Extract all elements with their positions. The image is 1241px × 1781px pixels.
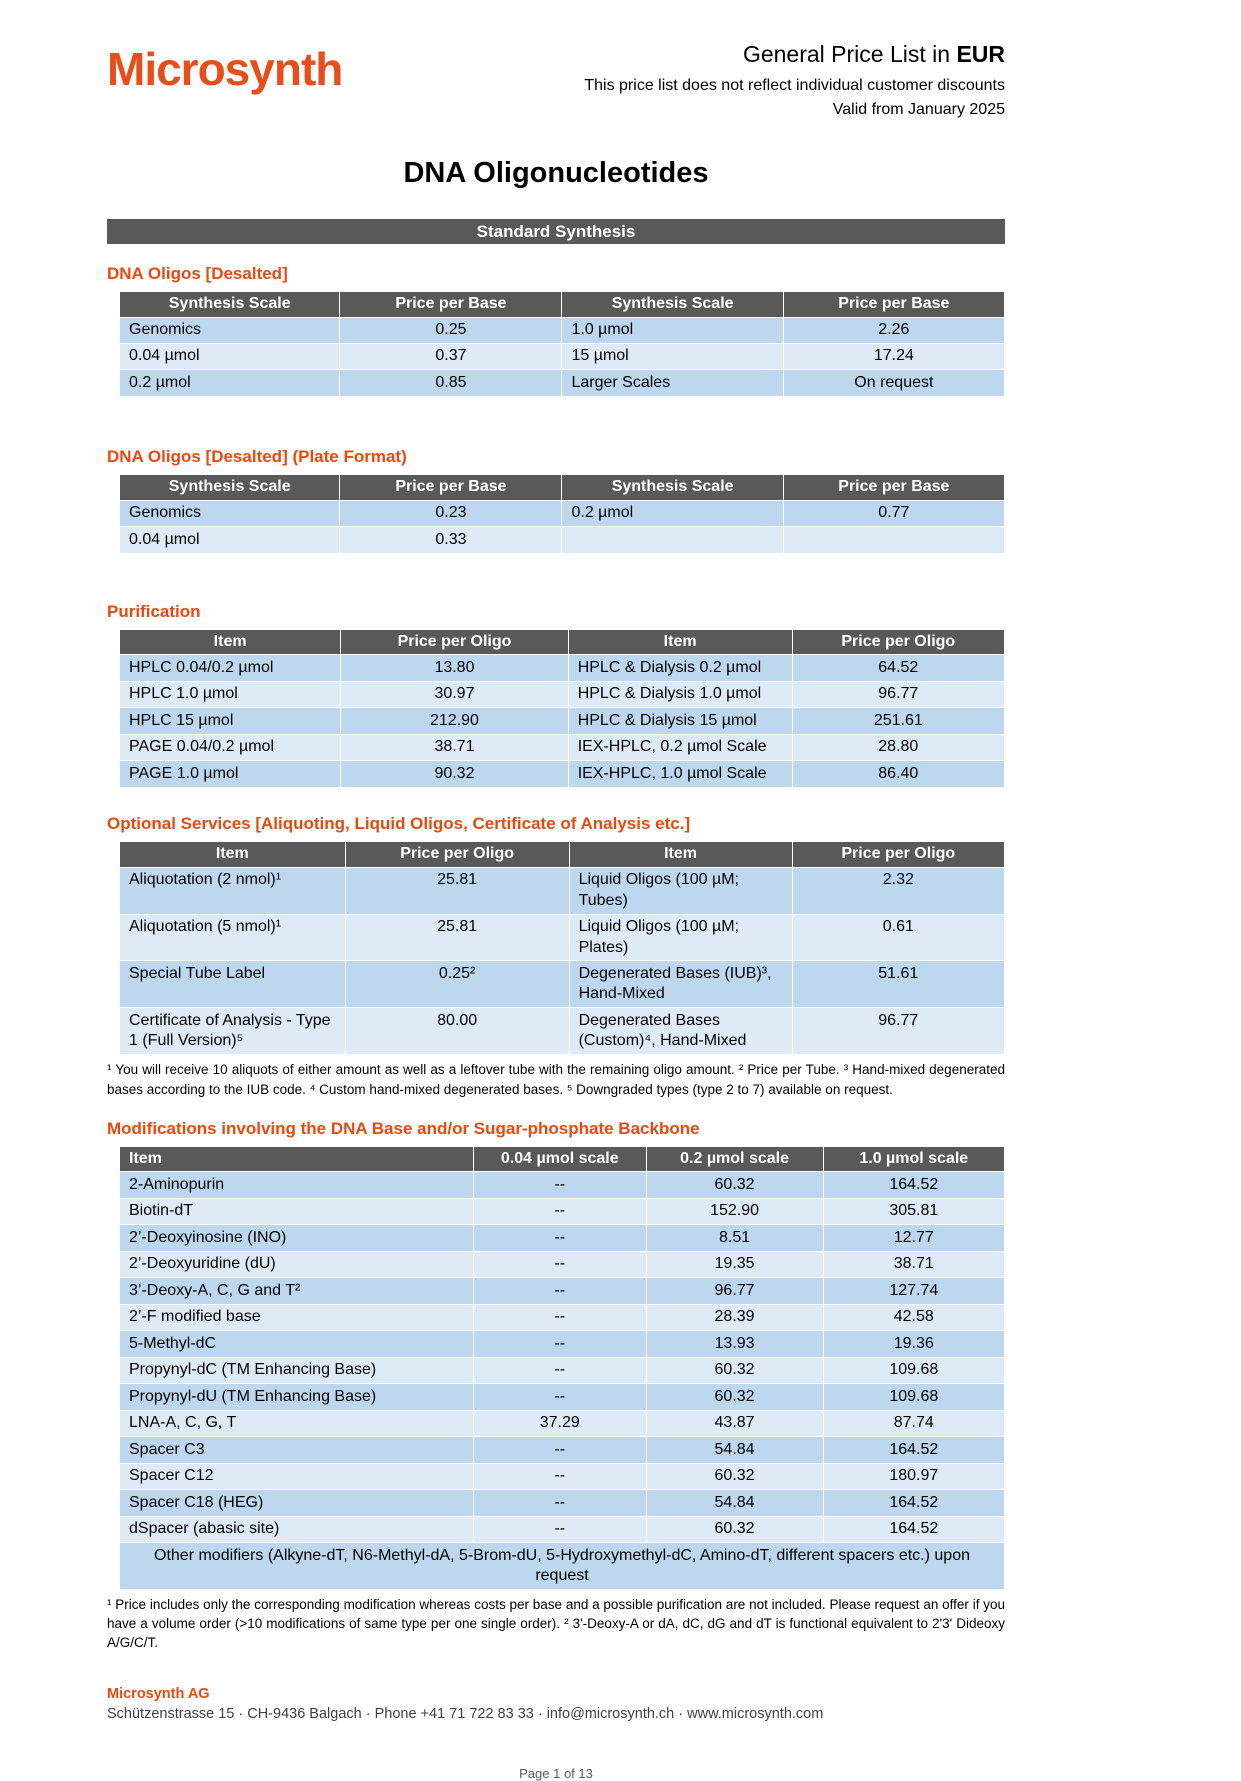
table-row — [120, 867, 1005, 914]
item-cell: Certificate of Analysis - Type 1 (Full Version)⁵ — [120, 1008, 346, 1055]
price-cell: 64.52 — [792, 655, 1004, 681]
price-cell: 152.90 — [646, 1198, 823, 1224]
price-cell: 180.97 — [823, 1463, 1004, 1489]
price-cell: 25.81 — [345, 867, 569, 914]
column-header: Price per Oligo — [792, 629, 1004, 655]
price-cell: 164.52 — [823, 1437, 1004, 1463]
price-cell: -- — [474, 1278, 647, 1304]
price-cell: -- — [474, 1251, 647, 1277]
item-cell: 0.2 µmol — [120, 370, 340, 396]
price-cell: -- — [474, 1463, 647, 1489]
price-cell: 60.32 — [646, 1463, 823, 1489]
price-cell: 164.52 — [823, 1172, 1004, 1198]
table-row — [120, 961, 1005, 1008]
column-header: 0.04 µmol scale — [474, 1146, 647, 1172]
item-cell: Propynyl-dU (TM Enhancing Base) — [120, 1384, 474, 1410]
table-row — [120, 734, 1005, 760]
price-cell: 17.24 — [783, 343, 1004, 369]
item-cell: IEX-HPLC, 1.0 µmol Scale — [568, 761, 792, 787]
item-cell: Genomics — [120, 500, 340, 526]
item-cell — [562, 527, 783, 553]
purification-table — [119, 629, 1005, 788]
price-cell: -- — [474, 1384, 647, 1410]
price-cell: 2.26 — [783, 317, 1004, 343]
price-cell: 90.32 — [341, 761, 568, 787]
item-cell: Propynyl-dC (TM Enhancing Base) — [120, 1357, 474, 1383]
price-cell — [783, 527, 1004, 553]
table-row — [120, 527, 1005, 553]
price-cell: 8.51 — [646, 1225, 823, 1251]
price-cell: 54.84 — [646, 1490, 823, 1516]
table-row — [120, 317, 1005, 343]
section-purification — [107, 602, 1005, 788]
column-header: 0.2 µmol scale — [646, 1146, 823, 1172]
item-cell: 2-Aminopurin — [120, 1172, 474, 1198]
header-title-prefix: General Price List in — [742, 41, 957, 67]
item-cell: dSpacer (abasic site) — [120, 1516, 474, 1542]
footer-address: Schützenstrasse 15 · CH-9436 Balgach · Phone +41 71 722 83 33 · info@microsynth.ch · www.microsynth.com — [107, 1706, 824, 1723]
table-row — [120, 1463, 1005, 1489]
item-cell: Larger Scales — [562, 370, 783, 396]
header-title-currency: EUR — [956, 41, 1005, 67]
item-cell: 0.2 µmol — [562, 500, 783, 526]
price-cell: -- — [474, 1198, 647, 1224]
price-cell: 96.77 — [646, 1278, 823, 1304]
table-row — [120, 1516, 1005, 1542]
section-heading-optional-services: Optional Services [Aliquoting, Liquid Oligos, Certificate of Analysis etc.] — [107, 813, 691, 833]
table-row — [120, 1437, 1005, 1463]
price-cell: 54.84 — [646, 1437, 823, 1463]
section-heading-modifications: Modifications involving the DNA Base and/or Sugar-phosphate Backbone — [107, 1118, 700, 1138]
table-row — [120, 1278, 1005, 1304]
price-cell: -- — [474, 1331, 647, 1357]
item-cell: Spacer C18 (HEG) — [120, 1490, 474, 1516]
table-row — [120, 500, 1005, 526]
item-cell: 0.04 µmol — [120, 343, 340, 369]
table-row — [120, 370, 1005, 396]
price-cell: 80.00 — [345, 1008, 569, 1055]
price-cell: 60.32 — [646, 1384, 823, 1410]
item-cell: HPLC & Dialysis 0.2 µmol — [568, 655, 792, 681]
table-row — [120, 1251, 1005, 1277]
price-cell: 87.74 — [823, 1410, 1004, 1436]
column-header: Item — [569, 841, 792, 867]
modifications-table — [119, 1146, 1005, 1590]
column-header: Item — [120, 629, 341, 655]
price-cell: 38.71 — [341, 734, 568, 760]
item-cell: 3’-Deoxy-A, C, G and T² — [120, 1278, 474, 1304]
price-cell: 13.93 — [646, 1331, 823, 1357]
item-cell: HPLC 15 µmol — [120, 708, 341, 734]
item-cell: Spacer C12 — [120, 1463, 474, 1489]
price-cell: 60.32 — [646, 1172, 823, 1198]
item-cell: 2’-F modified base — [120, 1304, 474, 1330]
price-cell: 164.52 — [823, 1516, 1004, 1542]
desalted-plate-table — [119, 474, 1005, 554]
header-right-block — [584, 38, 1005, 121]
price-cell: -- — [474, 1172, 647, 1198]
item-cell: Liquid Oligos (100 µM; Tubes) — [569, 867, 792, 914]
section-modifications — [107, 1119, 1005, 1653]
item-cell: Spacer C3 — [120, 1437, 474, 1463]
header-row — [120, 291, 1005, 317]
table-row — [120, 1410, 1005, 1436]
price-cell: 0.37 — [340, 343, 562, 369]
price-cell: 109.68 — [823, 1384, 1004, 1410]
item-cell: PAGE 1.0 µmol — [120, 761, 341, 787]
standard-synthesis-banner: Standard Synthesis — [107, 219, 1005, 244]
price-cell: -- — [474, 1304, 647, 1330]
item-cell: Aliquotation (5 nmol)¹ — [120, 914, 346, 961]
item-cell: 2’-Deoxyuridine (dU) — [120, 1251, 474, 1277]
price-cell: 60.32 — [646, 1357, 823, 1383]
table-row — [120, 1304, 1005, 1330]
table-row — [120, 708, 1005, 734]
item-cell: HPLC 1.0 µmol — [120, 681, 341, 707]
price-cell: -- — [474, 1490, 647, 1516]
other-modifiers-cell: Other modifiers (Alkyne-dT, N6-Methyl-dA, 5-Brom-dU, 5-Hydroxymethyl-dC, Amino-dT, different spacers etc.) upon request — [120, 1543, 1005, 1590]
table-row — [120, 914, 1005, 961]
footnote-modifications: ¹ Price includes only the corresponding modification whereas costs per base and a possible purification are not included. Please request an offer if you have a volume order (>10 modifications of same type per one single order). ² 3'-Deoxy-A or dA, dC, dG and dT is functional equivalent to 2'3' Dideoxy A/G/C/T. — [107, 1596, 1005, 1651]
table-row — [120, 1172, 1005, 1198]
section-heading-desalted: DNA Oligos [Desalted] — [107, 263, 288, 283]
price-cell: 19.36 — [823, 1331, 1004, 1357]
price-cell: 0.61 — [792, 914, 1004, 961]
price-cell: On request — [783, 370, 1004, 396]
header-valid-from: Valid from January 2025 — [832, 100, 1005, 118]
section-desalted-plate — [107, 447, 1005, 554]
column-header: Price per Oligo — [341, 629, 568, 655]
other-modifiers-row — [120, 1543, 1005, 1590]
document-footer — [107, 1686, 1005, 1722]
price-cell: 305.81 — [823, 1198, 1004, 1224]
optional-services-table — [119, 841, 1005, 1056]
table-row — [120, 655, 1005, 681]
table-row — [120, 761, 1005, 787]
table-row — [120, 1225, 1005, 1251]
price-cell: -- — [474, 1516, 647, 1542]
item-cell: Degenerated Bases (Custom)⁴, Hand-Mixed — [569, 1008, 792, 1055]
price-cell: 2.32 — [792, 867, 1004, 914]
item-cell: HPLC & Dialysis 15 µmol — [568, 708, 792, 734]
column-header: Price per Oligo — [792, 841, 1004, 867]
document-header — [107, 38, 1005, 121]
price-cell: -- — [474, 1357, 647, 1383]
footer-company-name: Microsynth AG — [107, 1686, 210, 1703]
column-header: Price per Base — [340, 474, 562, 500]
column-header: Synthesis Scale — [120, 291, 340, 317]
price-cell: 19.35 — [646, 1251, 823, 1277]
item-cell: 15 µmol — [562, 343, 783, 369]
item-cell: IEX-HPLC, 0.2 µmol Scale — [568, 734, 792, 760]
table-row — [120, 343, 1005, 369]
column-header: Synthesis Scale — [120, 474, 340, 500]
item-cell: HPLC & Dialysis 1.0 µmol — [568, 681, 792, 707]
price-cell: 96.77 — [792, 681, 1004, 707]
item-cell: Special Tube Label — [120, 961, 346, 1008]
footnote-optional-services: ¹ You will receive 10 aliquots of either amount as well as a leftover tube with the remaining oligo amount. ² Price per Tube. ³ Hand-mixed degenerated bases according to the IUB code. ⁴ Custom hand-mixed degenerated bases. ⁵ Downgraded types (type 2 to 7) available on request. — [107, 1062, 1005, 1097]
price-cell: -- — [474, 1437, 647, 1463]
column-header: Price per Base — [340, 291, 562, 317]
item-cell: Degenerated Bases (IUB)³, Hand-Mixed — [569, 961, 792, 1008]
price-cell: 60.32 — [646, 1516, 823, 1542]
price-cell: 43.87 — [646, 1410, 823, 1436]
item-cell: Genomics — [120, 317, 340, 343]
item-cell: Aliquotation (2 nmol)¹ — [120, 867, 346, 914]
table-row — [120, 1008, 1005, 1055]
price-cell: 28.39 — [646, 1304, 823, 1330]
item-cell: 2’-Deoxyinosine (INO) — [120, 1225, 474, 1251]
section-heading-purification: Purification — [107, 601, 201, 621]
price-cell: 0.23 — [340, 500, 562, 526]
price-cell: 25.81 — [345, 914, 569, 961]
column-header: 1.0 µmol scale — [823, 1146, 1004, 1172]
price-cell: 0.33 — [340, 527, 562, 553]
table-row — [120, 1490, 1005, 1516]
column-header: Item — [120, 1146, 474, 1172]
item-cell: Liquid Oligos (100 µM; Plates) — [569, 914, 792, 961]
price-cell: 212.90 — [341, 708, 568, 734]
header-row — [120, 629, 1005, 655]
page-title: DNA Oligonucleotides — [403, 156, 709, 189]
column-header: Synthesis Scale — [562, 474, 783, 500]
price-cell: 37.29 — [474, 1410, 647, 1436]
price-cell: 109.68 — [823, 1357, 1004, 1383]
table-row — [120, 1198, 1005, 1224]
item-cell: 5-Methyl-dC — [120, 1331, 474, 1357]
section-desalted — [107, 264, 1005, 397]
column-header: Price per Base — [783, 474, 1004, 500]
item-cell: HPLC 0.04/0.2 µmol — [120, 655, 341, 681]
column-header: Item — [120, 841, 346, 867]
table-row — [120, 1384, 1005, 1410]
price-cell: 12.77 — [823, 1225, 1004, 1251]
header-row — [120, 1146, 1005, 1172]
table-row — [120, 681, 1005, 707]
price-cell: 86.40 — [792, 761, 1004, 787]
section-optional-services — [107, 814, 1005, 1099]
column-header: Item — [568, 629, 792, 655]
column-header: Synthesis Scale — [562, 291, 783, 317]
column-header: Price per Base — [783, 291, 1004, 317]
item-cell: 1.0 µmol — [562, 317, 783, 343]
price-cell: -- — [474, 1225, 647, 1251]
price-cell: 42.58 — [823, 1304, 1004, 1330]
table-row — [120, 1357, 1005, 1383]
price-cell: 0.25² — [345, 961, 569, 1008]
header-row — [120, 474, 1005, 500]
table-row — [120, 1331, 1005, 1357]
microsynth-logo: Microsynth — [107, 43, 343, 95]
price-cell: 51.61 — [792, 961, 1004, 1008]
item-cell: PAGE 0.04/0.2 µmol — [120, 734, 341, 760]
header-title — [584, 38, 1005, 71]
price-cell: 96.77 — [792, 1008, 1004, 1055]
price-cell: 127.74 — [823, 1278, 1004, 1304]
item-cell: 0.04 µmol — [120, 527, 340, 553]
price-cell: 0.25 — [340, 317, 562, 343]
price-cell: 164.52 — [823, 1490, 1004, 1516]
desalted-table — [119, 291, 1005, 397]
header-row — [120, 841, 1005, 867]
price-cell: 0.85 — [340, 370, 562, 396]
item-cell: LNA-A, C, G, T — [120, 1410, 474, 1436]
price-cell: 13.80 — [341, 655, 568, 681]
price-cell: 28.80 — [792, 734, 1004, 760]
item-cell: Biotin-dT — [120, 1198, 474, 1224]
price-cell: 251.61 — [792, 708, 1004, 734]
page-number: Page 1 of 13 — [519, 1766, 593, 1781]
section-heading-desalted-plate: DNA Oligos [Desalted] (Plate Format) — [107, 446, 407, 466]
column-header: Price per Oligo — [345, 841, 569, 867]
header-discount-note: This price list does not reflect individual customer discounts — [584, 77, 1005, 95]
price-cell: 38.71 — [823, 1251, 1004, 1277]
price-cell: 0.77 — [783, 500, 1004, 526]
price-cell: 30.97 — [341, 681, 568, 707]
sections-container — [107, 264, 1005, 1653]
